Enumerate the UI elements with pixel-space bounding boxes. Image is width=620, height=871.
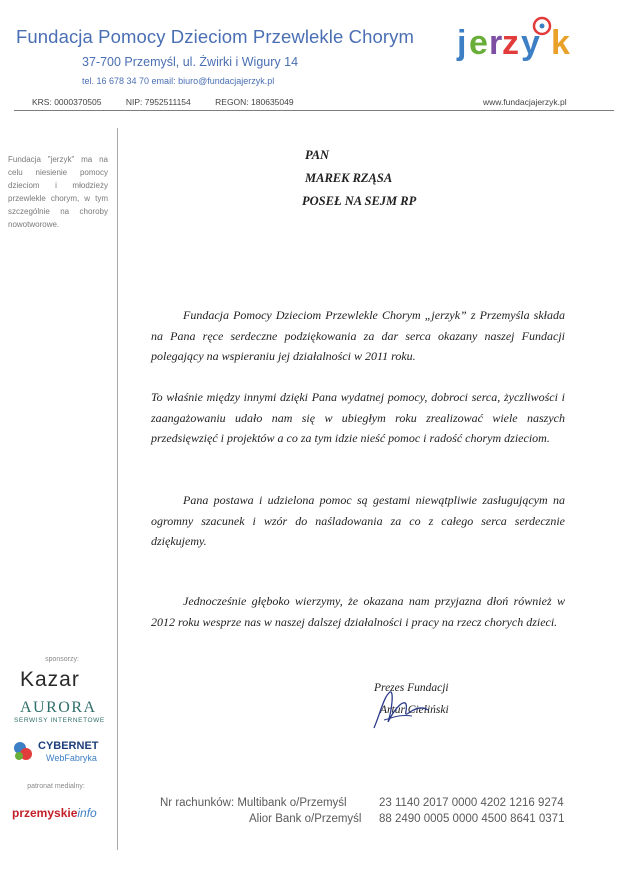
handwritten-signature xyxy=(366,684,436,734)
svg-text:z: z xyxy=(502,24,519,62)
recipient-title: PAN xyxy=(305,148,330,162)
letter-paragraph-4: Jednocześnie głęboko wierzymy, że okazana nam przyjazna dłoń również w 2012 roku wesprze nas w naszej dalszej działalności i pracy na rzecz chorych dzieci. xyxy=(151,594,565,629)
cybernet-logo: CYBERNET xyxy=(38,740,99,752)
letter-paragraph-2: To właśnie między innymi dzięki Pana wydatnej pomocy, dobroci serca, życzliwości i zaangażowaniu udało nam się w ubiegłym roku zrealizować wiele naszych przedsięwzięć i projektów a co za tym idzie nieść pomoc i radość chorym dzieciom. xyxy=(151,390,565,445)
signature-title: Prezes Fundacji xyxy=(374,682,449,694)
recipient-name: MAREK RZĄSA xyxy=(305,171,393,185)
jerzyk-logo xyxy=(455,16,585,64)
organization-name: Fundacja Pomocy Dzieciom Przewlekle Chorym xyxy=(16,26,414,47)
bank-account-2: 88 2490 0005 0000 4500 8641 0371 xyxy=(379,813,565,825)
aurora-subtitle: SERWISY INTERNETOWE xyxy=(14,717,105,724)
foundation-mission: Fundacja "jerzyk" ma na celu niesienie pomocy dzieciom i młodzieży przewlekle chorym, w tym szczególnie na choroby nowotworowe. xyxy=(8,155,108,229)
webfabryka-logo: WebFabryka xyxy=(46,753,97,763)
recipient-position: POSEŁ NA SEJM RP xyxy=(302,194,417,208)
svg-text:j: j xyxy=(457,24,467,62)
svg-text:r: r xyxy=(489,24,503,62)
bank-accounts-label: Nr rachunków: Multibank o/Przemyśl xyxy=(160,797,347,809)
sponsors-label: sponsorzy: xyxy=(45,656,79,663)
cybernet-icon xyxy=(10,738,36,764)
svg-text:e: e xyxy=(469,24,488,62)
organization-contact: tel. 16 678 34 70 email: biuro@fundacjajerzyk.pl xyxy=(82,76,275,86)
svg-text:k: k xyxy=(551,24,570,62)
krs-number: KRS: 0000370505 xyxy=(32,97,102,107)
przemyskie-info-logo xyxy=(12,806,97,820)
bank-account-1: 23 1140 2017 0000 4202 1216 9274 xyxy=(379,797,564,809)
regon-number: REGON: 180635049 xyxy=(215,97,294,107)
aurora-logo: AURORA xyxy=(20,699,97,716)
registration-numbers xyxy=(32,97,316,107)
website-url: www.fundacjajerzyk.pl xyxy=(483,97,567,107)
header-divider xyxy=(14,110,614,111)
media-patronage-label: patronat medialny: xyxy=(27,783,85,790)
nip-number: NIP: 7952511154 xyxy=(125,97,191,107)
kazar-logo: Kazar xyxy=(20,668,80,691)
signature-name: Artur Cieliński xyxy=(380,704,449,716)
przemyskie-text: przemyskie xyxy=(12,806,78,820)
info-text: info xyxy=(77,806,97,820)
svg-text:y: y xyxy=(521,24,540,62)
organization-address: 37-700 Przemyśl, ul. Żwirki i Wigury 14 xyxy=(82,55,299,69)
letter-paragraph-1: Fundacja Pomocy Dzieciom Przewlekle Chorym „jerzyk” z Przemyśla składa na Pana ręce serdeczne podziękowania za dar serca okazany naszej Fundacji polegający na wspieraniu jej działalności w 2011 roku. xyxy=(151,308,565,363)
bank-name-2: Alior Bank o/Przemyśl xyxy=(249,813,362,825)
sidebar-divider xyxy=(117,128,118,850)
letter-paragraph-3: Pana postawa i udzielona pomoc są gestami niewątpliwie zasługującym na ogromny szacunek i wzór do naśladowania za co z całego serca serdecznie dziękujemy. xyxy=(151,493,565,548)
